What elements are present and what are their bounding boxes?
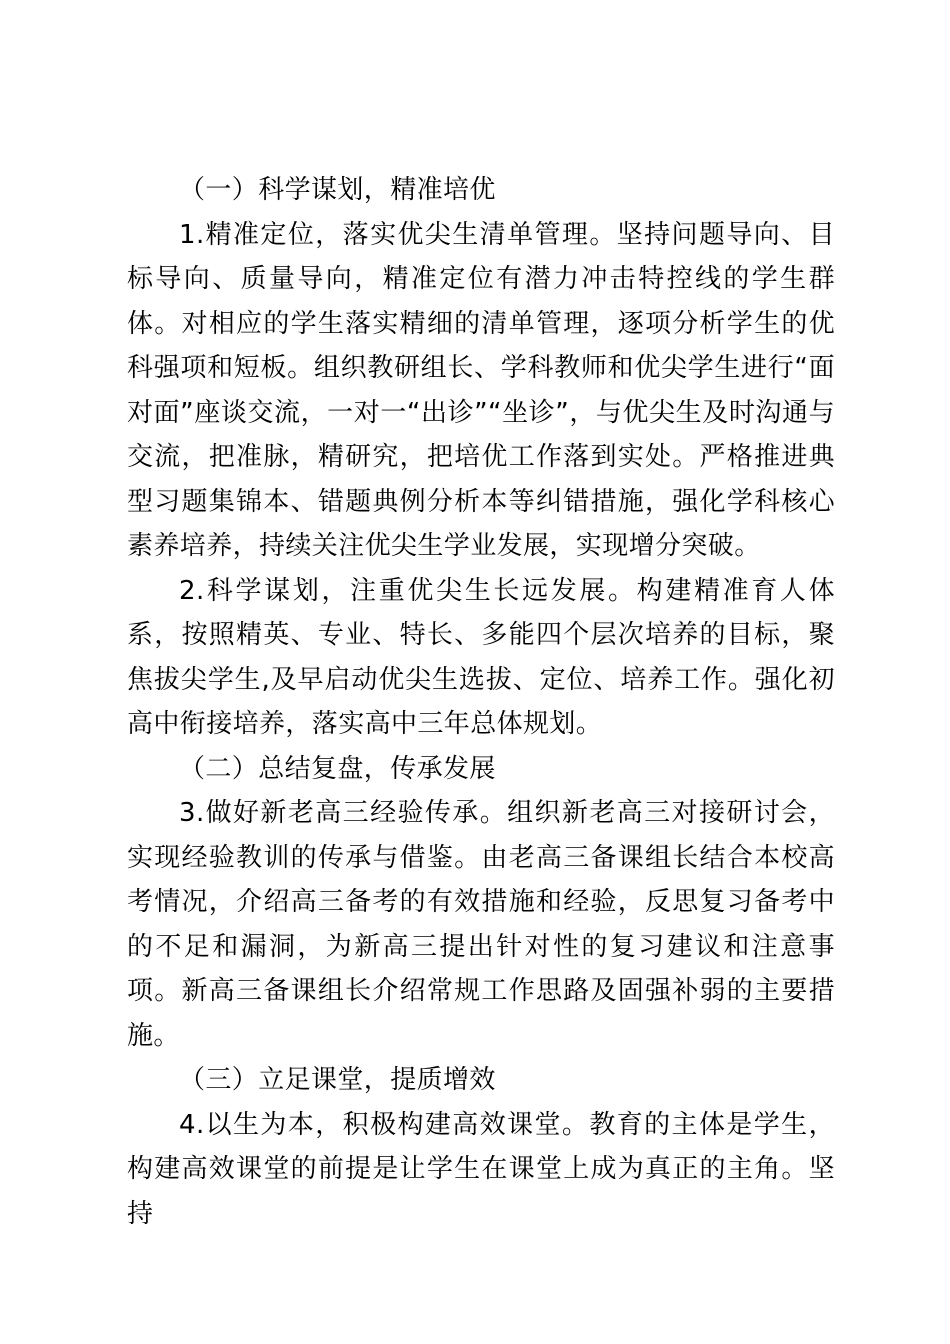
- paragraph-3: 3.做好新老高三经验传承。组织新老高三对接研讨会，实现经验教训的传承与借鉴。由老高三备课组长结合本校高考情况，介绍高三备考的有效措施和经验，反思复习备考中的不足和漏洞，为新高三提出针对性的复习建议和注意事项。新高三备课组长介绍常规工作思路及固强补弱的主要措施。: [127, 798, 835, 1051]
- paragraph-4: 4.以生为本，积极构建高效课堂。教育的主体是学生，构建高效课堂的前提是让学生在课堂上成为真正的主角。坚持: [127, 1109, 835, 1229]
- section-heading-3: （三）立足课堂，提质增效: [179, 1065, 496, 1095]
- paragraph-2: 2.科学谋划，注重优尖生长远发展。构建精准育人体系，按照精英、专业、特长、多能四个层次培养的目标，聚焦拔尖学生,及早启动优尖生选拔、定位、培养工作。强化初高中衔接培养，落实高中三年总体规划。: [127, 575, 835, 739]
- section-heading-2: （二）总结复盘，传承发展: [179, 753, 496, 784]
- document-body: [127, 168, 835, 1236]
- paragraph-1: 1.精准定位，落实优尖生清单管理。坚持问题导向、目标导向、质量导向，精准定位有潜力冲击特控线的学生群体。对相应的学生落实精细的清单管理，逐项分析学生的优科强项和短板。组织教研组长、学科教师和优尖学生进行“面对面”座谈交流，一对一“出诊”“坐诊”，与优尖生及时沟通与交流，把准脉，精研究，把培优工作落到实处。严格推进典型习题集锦本、错题典例分析本等纠错措施，强化学科核心素养培养，持续关注优尖生学业发展，实现增分突破。: [127, 219, 835, 561]
- section-heading-1: （一）科学谋划，精准培优: [179, 175, 496, 205]
